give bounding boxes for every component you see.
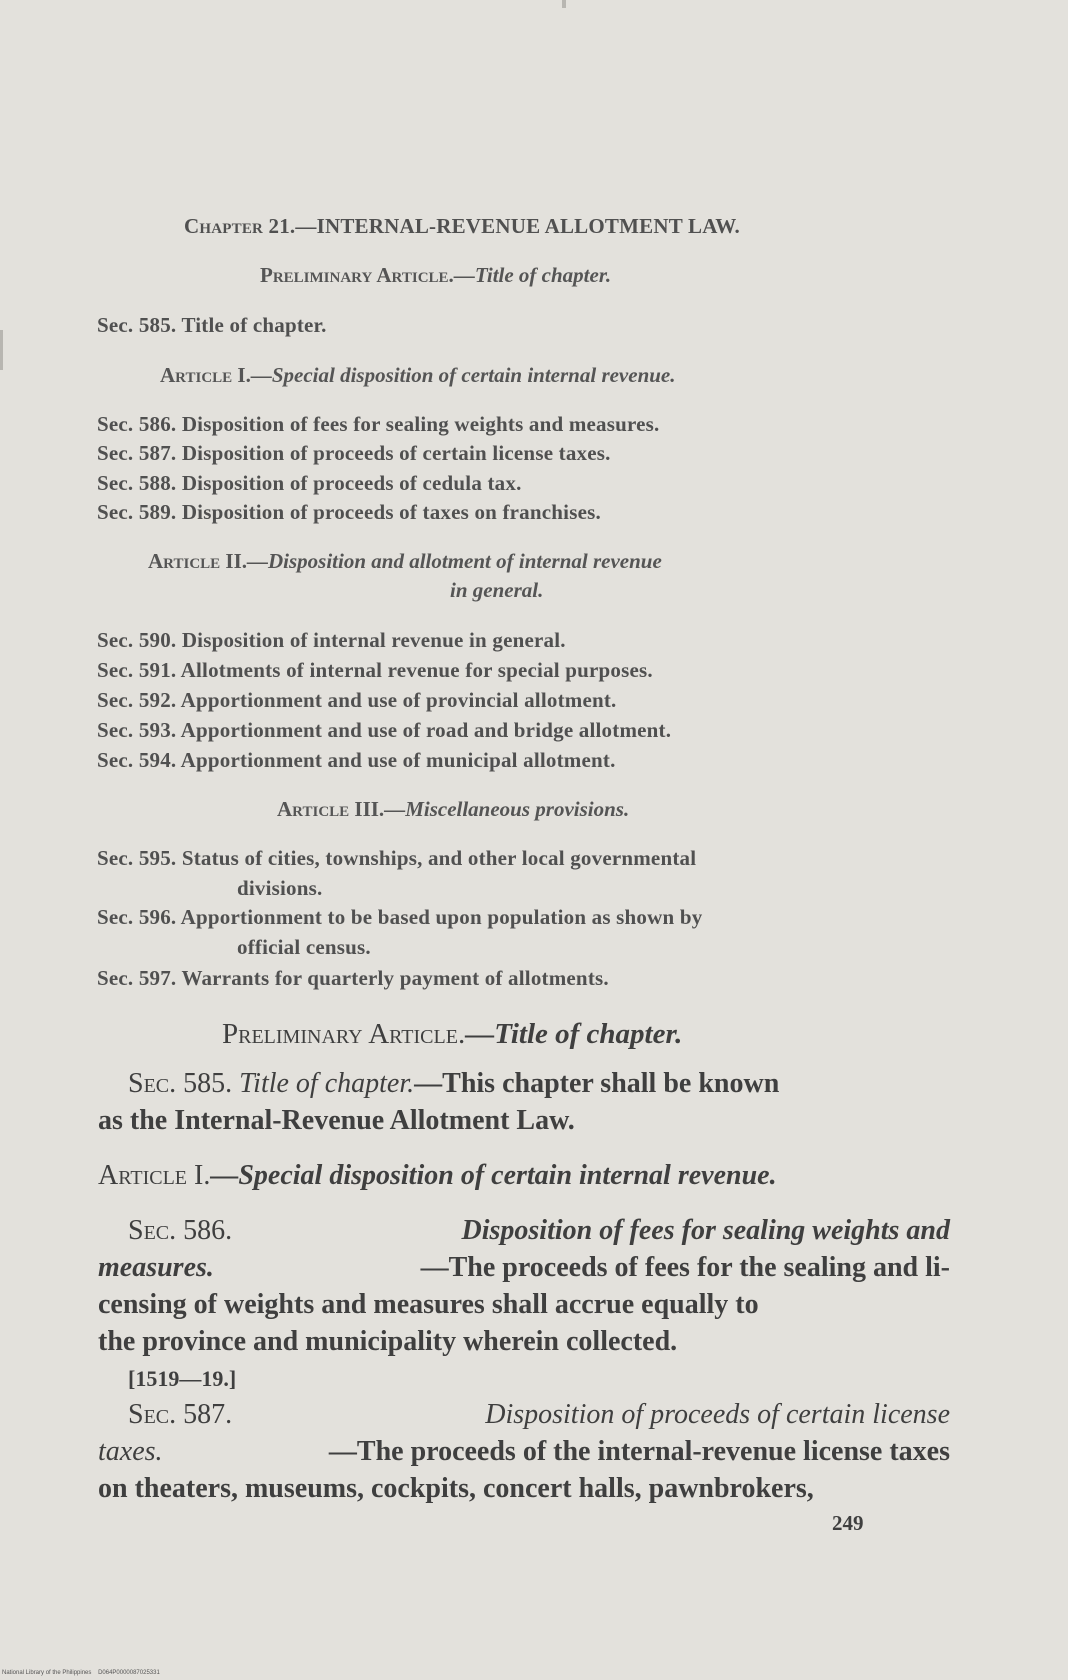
toc-article1-title: —Special disposition of certain internal revenue. [250, 363, 676, 387]
toc-article2-title: —Disposition and allotment of internal revenue [247, 549, 662, 573]
toc-sec-585: Sec. 585. Title of chapter. [97, 313, 327, 337]
sec-585-heading: Title of chapter. [239, 1068, 415, 1099]
footer-credit [2, 1670, 160, 1676]
toc-sec-588: Sec. 588. Disposition of proceeds of cedula tax. [97, 471, 522, 495]
scan-top-mark [562, 0, 566, 8]
toc-article3-title: —Miscellaneous provisions. [384, 797, 630, 821]
sec-586-heading: Disposition of fees for sealing weights and [461, 1215, 950, 1246]
toc-article3-heading [277, 797, 629, 822]
sec-585-label: Sec. 585. [128, 1068, 233, 1099]
sec-586-label: Sec. 586. [128, 1215, 233, 1246]
preliminary-heading [222, 1018, 682, 1051]
sec-587-text-a: —The proceeds of the internal-revenue license taxes [328, 1436, 950, 1467]
scan-edge-mark [0, 330, 3, 370]
sec-586-line-3: censing of weights and measures shall accrue equally to [98, 1289, 759, 1320]
toc-article1-heading [160, 363, 676, 388]
toc-sec-592: Sec. 592. Apportionment and use of provincial allotment. [97, 688, 617, 712]
sec-587-line-2 [98, 1436, 950, 1468]
toc-sec-596: Sec. 596. Apportionment to be based upon population as shown by [97, 905, 703, 929]
archive-code: D064P0000087025331 [98, 1670, 160, 1676]
sec-586-line-4: the province and municipality wherein collected. [98, 1326, 678, 1357]
toc-sec-586: Sec. 586. Disposition of fees for sealing weights and measures. [97, 412, 660, 436]
toc-sec-593: Sec. 593. Apportionment and use of road and bridge allotment. [97, 718, 672, 742]
sec-587-heading-cont: taxes. [98, 1436, 163, 1467]
sec-586-reference: [1519—19.] [128, 1366, 237, 1391]
chapter-title [184, 214, 740, 239]
toc-preliminary-heading [260, 263, 611, 288]
toc-article2-heading [148, 549, 662, 574]
sec-585-line-1 [128, 1068, 950, 1100]
sec-586-heading-cont: measures. [98, 1252, 214, 1283]
sec-587-line-3: on theaters, museums, cockpits, concert halls, pawnbrokers, [98, 1473, 814, 1504]
article1-heading [98, 1160, 777, 1192]
toc-article3-label: Article III. [277, 797, 385, 821]
toc-sec-594: Sec. 594. Apportionment and use of municipal allotment. [97, 748, 616, 772]
toc-sec-587: Sec. 587. Disposition of proceeds of certain license taxes. [97, 441, 611, 465]
toc-sec-595: Sec. 595. Status of cities, townships, and other local governmental [97, 846, 697, 870]
toc-sec-597: Sec. 597. Warrants for quarterly payment of allotments. [97, 966, 609, 990]
page-number: 249 [832, 1511, 864, 1535]
toc-preliminary-label: Preliminary Article. [260, 263, 454, 287]
chapter-label: Chapter 21. [184, 214, 296, 238]
toc-article2-label: Article II. [148, 549, 247, 573]
preliminary-title: —Title of chapter. [465, 1018, 683, 1050]
sec-586-line-1 [128, 1215, 950, 1247]
library-credit: National Library of the Philippines [2, 1670, 92, 1676]
toc-sec-590: Sec. 590. Disposition of internal revenue in general. [97, 628, 566, 652]
toc-article1-label: Article I. [160, 363, 251, 387]
sec-585-line-2: as the Internal-Revenue Allotment Law. [98, 1105, 575, 1136]
sec-587-label: Sec. 587. [128, 1399, 233, 1430]
toc-article2-heading-cont: in general. [450, 578, 544, 602]
sec-586-text-a: —The proceeds of fees for the sealing and li- [420, 1252, 950, 1283]
toc-sec-591: Sec. 591. Allotments of internal revenue for special purposes. [97, 658, 653, 682]
preliminary-label: Preliminary Article. [222, 1018, 466, 1050]
article1-label: Article I. [98, 1160, 211, 1191]
sec-587-line-1 [128, 1399, 950, 1431]
sec-587-heading: Disposition of proceeds of certain license [485, 1399, 950, 1430]
toc-preliminary-title: —Title of chapter. [453, 263, 612, 287]
sec-585-text: —This chapter shall be known [414, 1068, 780, 1099]
chapter-name: —INTERNAL-REVENUE ALLOTMENT LAW. [295, 214, 740, 238]
toc-sec-596-cont: official census. [237, 935, 371, 959]
toc-sec-589: Sec. 589. Disposition of proceeds of taxes on franchises. [97, 500, 601, 524]
sec-586-line-2 [98, 1252, 950, 1284]
toc-sec-595-cont: divisions. [237, 876, 323, 900]
article1-title: —Special disposition of certain internal revenue. [210, 1160, 777, 1191]
